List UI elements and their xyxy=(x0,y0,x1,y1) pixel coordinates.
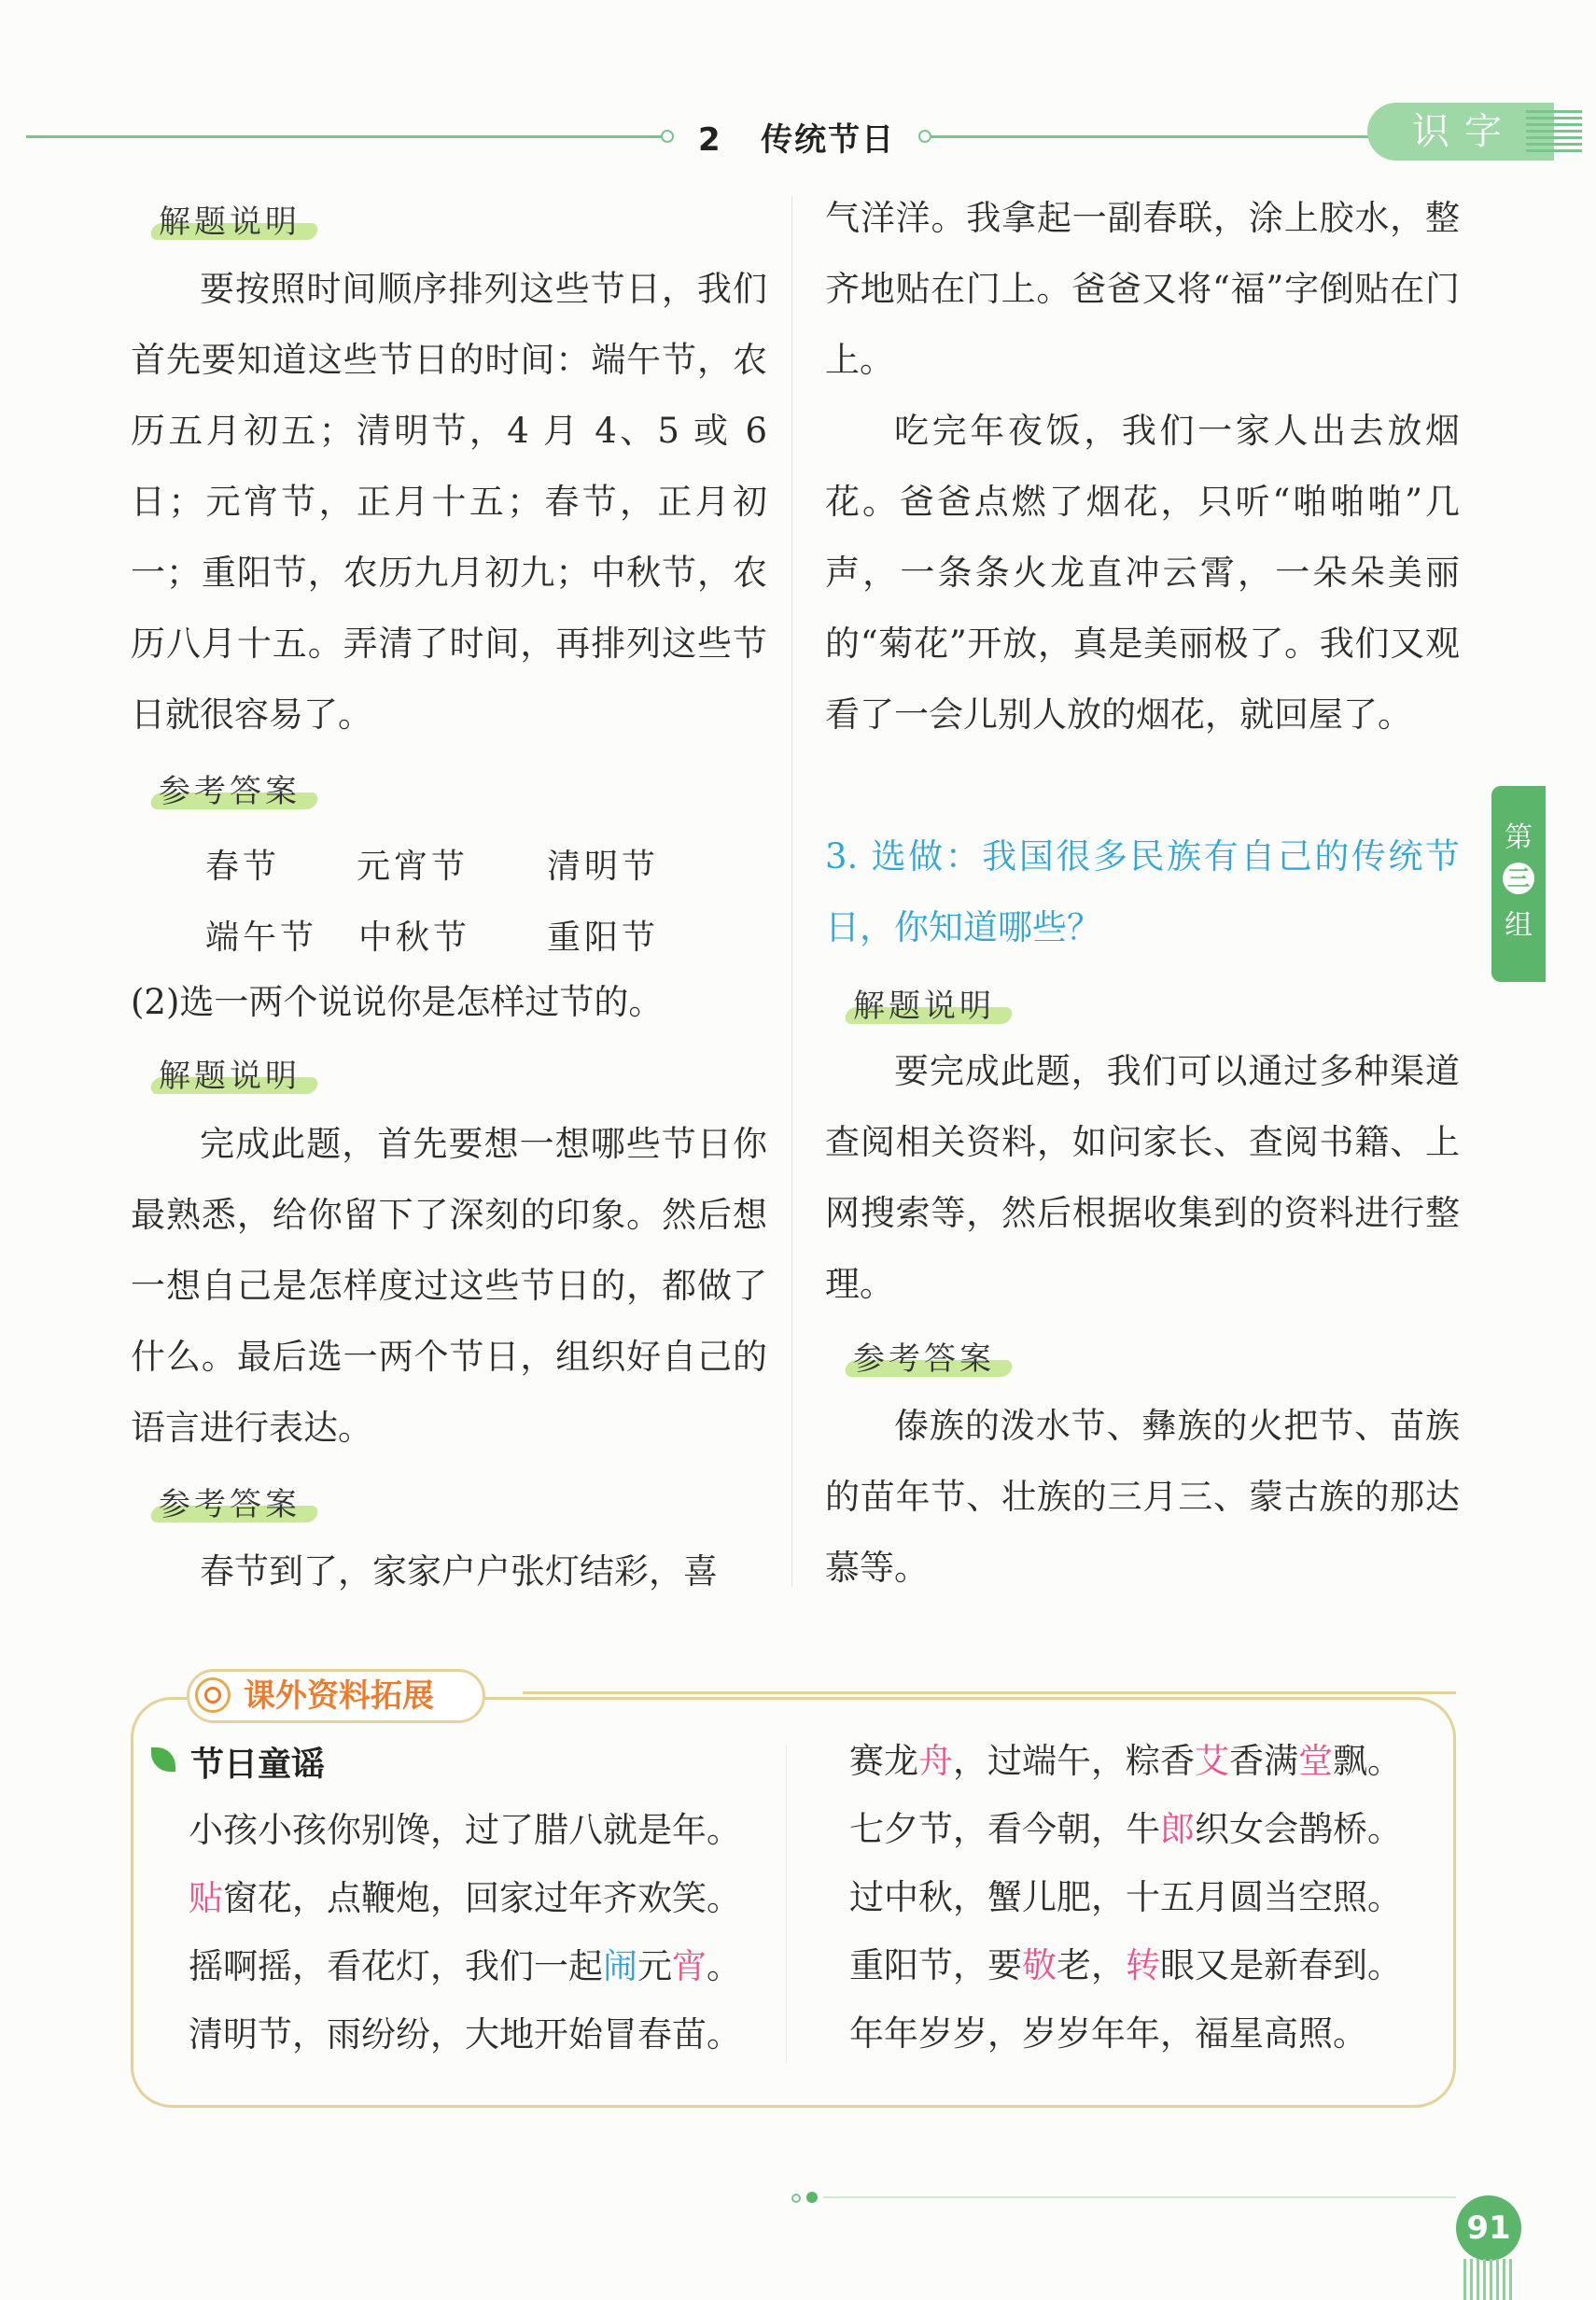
side-tab-number: 三 xyxy=(1503,862,1534,894)
explanation-label: 解题说明 xyxy=(159,196,301,242)
header-dot-right xyxy=(918,130,931,143)
header-dot-left xyxy=(661,130,674,143)
ring-icon xyxy=(195,1677,231,1713)
explanation-paragraph: 完成此题，首先要想一想哪些节日你最熟悉，给你留下了深刻的印象。然后想一想自己是怎样度过这些节日的，都做了什么。最后选一两个节日，组织好自己的语言进行表达。 xyxy=(131,1124,767,1448)
rhyme-line: 重阳节，要敬老，转眼又是新春到。 xyxy=(849,1945,1402,1985)
header-line-left xyxy=(26,135,670,138)
rhyme-line: 小孩小孩你别馋，过了腊八就是年。 xyxy=(189,1810,741,1850)
explanation-label: 解题说明 xyxy=(159,1050,301,1096)
rhyme-line: 摇啊摇，看花灯，我们一起闹元宵。 xyxy=(189,1946,741,1986)
rhyme-line: 七夕节，看今朝，牛郎织女会鹊桥。 xyxy=(849,1809,1402,1849)
extension-divider xyxy=(786,1746,787,2063)
rhyme-line: 清明节，雨纷纷，大地开始冒春苗。 xyxy=(189,2014,741,2055)
answer-paragraph-cont: 气洋洋。我拿起一副春联，涂上胶水，整齐地贴在门上。爸爸又将“福”字倒贴在门上。 xyxy=(825,198,1460,380)
explanation-label: 解题说明 xyxy=(853,980,995,1026)
answer-label: 参考答案 xyxy=(159,765,301,811)
explanation-paragraph: 要按照时间顺序排列这些节日，我们首先要知道这些节日的时间：端午节，农历五月初五；清明节，4 月 4、5 或 6 日；元宵节，正月十五；春节，正月初一；重阳节，农历九月初九；中秋节，农历八月十五。弄清了时间，再排列这些节日就很容易了。 xyxy=(131,269,767,735)
extension-top-line xyxy=(523,1691,1456,1694)
section-tag-label: 识字 xyxy=(1412,110,1517,153)
answer-paragraph-3: 傣族的泼水节、彝族的火把节、苗族的苗年节、壮族的三月三、蒙古族的那达慕等。 xyxy=(825,1406,1460,1588)
answer-item: 春节 xyxy=(205,848,281,886)
rhyme-title: 节日童谣 xyxy=(190,1746,326,1784)
answer-item: 清明节 xyxy=(547,848,660,886)
extension-title-text: 课外资料拓展 xyxy=(244,1677,434,1715)
chapter-title: 2 传统节日 xyxy=(698,121,896,159)
answer-label: 参考答案 xyxy=(853,1333,995,1379)
answer-item: 元宵节 xyxy=(357,848,469,886)
extension-title xyxy=(187,1669,485,1723)
answer-item: 重阳节 xyxy=(547,919,660,957)
footer-dot xyxy=(791,2194,801,2203)
rhyme-right xyxy=(849,1727,1402,2068)
answer-paragraph-2: 吃完年夜饭，我们一家人出去放烟花。爸爸点燃了烟花，只听“啪啪啪”几声，一条条火龙直冲云霄，一朵朵美丽的“菊花”开放，真是美丽极了。我们又观看了一会儿别人放的烟花，就回屋了。 xyxy=(825,411,1460,735)
answer-paragraph-start: 春节到了，家家户户张灯结彩，喜 xyxy=(200,1551,718,1592)
rhyme-line: 年年岁岁，岁岁年年，福星高照。 xyxy=(849,2013,1367,2054)
page-number-stripes xyxy=(1463,2259,1514,2300)
side-tab-bottom: 组 xyxy=(1505,909,1533,942)
header-line-right xyxy=(931,135,1379,138)
rhyme-line: 过中秋，蟹儿肥，十五月圆当空照。 xyxy=(849,1877,1402,1917)
section-tag xyxy=(1367,103,1554,161)
answer-label: 参考答案 xyxy=(159,1479,301,1524)
rhyme-left xyxy=(189,1796,741,2069)
answer-item: 端午节 xyxy=(205,919,318,957)
column-divider xyxy=(791,196,792,1587)
question-2: (2)选一两个说说你是怎样过节的。 xyxy=(131,982,664,1022)
side-tab-top: 第 xyxy=(1505,821,1533,854)
explanation-paragraph: 要完成此题，我们可以通过多种渠道查阅相关资料，如问家长、查阅书籍、上网搜索等，然后根据收集到的资料进行整理。 xyxy=(825,1051,1460,1304)
answer-item: 中秋节 xyxy=(358,919,471,957)
question-3: 3. 选做：我国很多民族有自己的传统节日，你知道哪些？ xyxy=(825,836,1460,947)
unit-side-tab xyxy=(1491,786,1546,982)
rhyme-line: 赛龙舟，过端午，粽香艾香满堂飘。 xyxy=(849,1741,1402,1781)
page-number: 91 xyxy=(1456,2195,1521,2261)
footer-line xyxy=(823,2196,1456,2198)
footer-dot-filled xyxy=(806,2192,818,2203)
tag-stripes xyxy=(1526,110,1582,153)
rhyme-line: 贴窗花，点鞭炮，回家过年齐欢笑。 xyxy=(189,1878,741,1918)
